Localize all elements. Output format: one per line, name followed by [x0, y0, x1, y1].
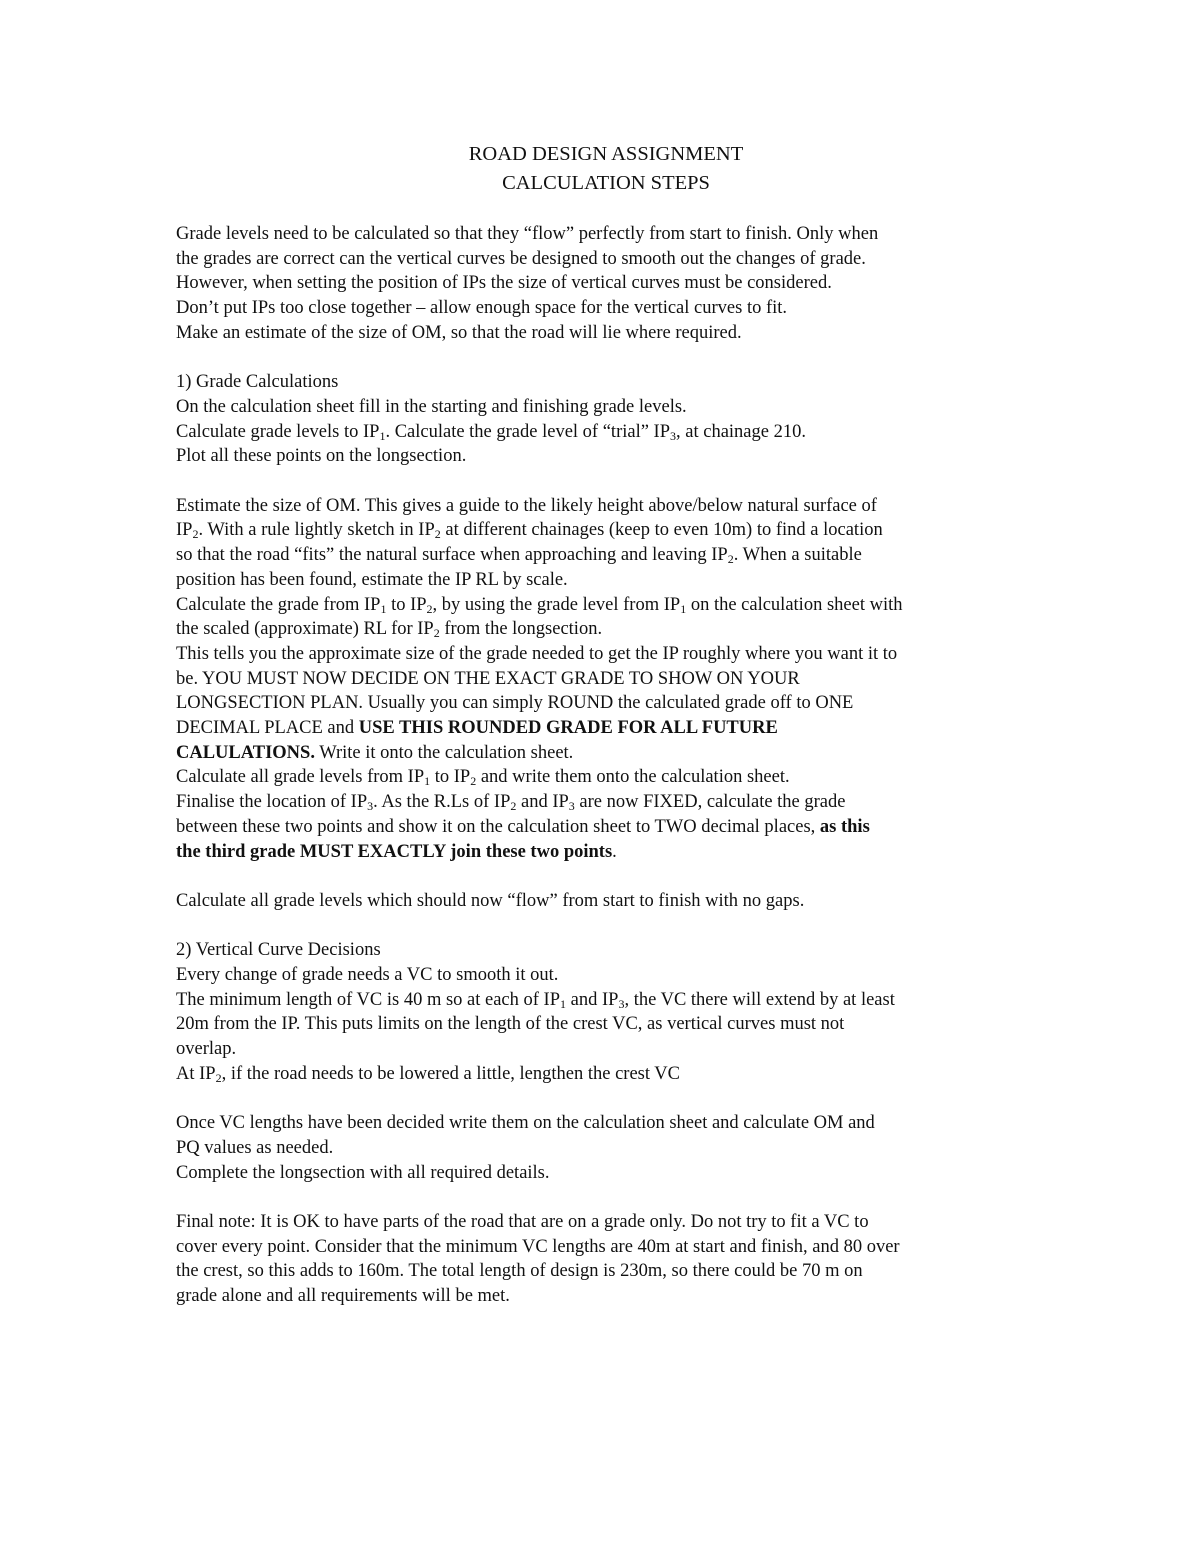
paragraph-line: the third grade MUST EXACTLY join these two points.: [176, 841, 617, 862]
intro-line: Make an estimate of the size of OM, so that the road will lie where required.: [176, 322, 742, 343]
vc-lengths-paragraph: [176, 1111, 1036, 1185]
section-vertical-curve-decisions: [176, 938, 1036, 1086]
section-heading: 2) Vertical Curve Decisions: [176, 940, 381, 961]
section-line: At $IP_2$, if the road needs to be lowered a little, lengthen the crest VC: [176, 1063, 680, 1085]
paragraph-line: PQ values as needed.: [176, 1137, 334, 1158]
emphasis-text: CALULATIONS.: [176, 742, 315, 763]
paragraph-line: cover every point. Consider that the minimum VC lengths are 40m at start and finish, and 80 over: [176, 1236, 900, 1257]
section-line: Every change of grade needs a VC to smooth it out.: [176, 965, 559, 986]
final-note-paragraph: [176, 1210, 1036, 1309]
title-line-2: CALCULATION STEPS: [502, 172, 710, 194]
paragraph-line: Once VC lengths have been decided write them on the calculation sheet and calculate OM and: [176, 1113, 875, 1134]
flow-paragraph: [176, 889, 1036, 914]
paragraph-line: the scaled (approximate) RL for $IP_2$ from the longsection.: [176, 619, 603, 641]
paragraph-line: so that the road “fits” the natural surface when approaching and leaving $IP_2$. When a suitable: [176, 545, 862, 567]
paragraph-line: between these two points and show it on the calculation sheet to TWO decimal places, as this: [176, 816, 870, 837]
document-body: [176, 222, 1036, 1309]
emphasis-text: the third grade MUST EXACTLY join these two points: [176, 841, 613, 862]
intro-paragraph: [176, 222, 1036, 346]
section-heading: 1) Grade Calculations: [176, 372, 339, 393]
paragraph-line: grade alone and all requirements will be met.: [176, 1286, 510, 1307]
paragraph-line: CALULATIONS. Write it onto the calculation sheet.: [176, 742, 574, 763]
paragraph-line: position has been found, estimate the IP RL by scale.: [176, 569, 568, 590]
paragraph-line: Finalise the location of $IP_3$. As the R.Ls of $IP_2$ and $IP_3$ are now FIXED, calculate the grade: [176, 792, 846, 814]
section-line: 20m from the IP. This puts limits on the length of the crest VC, as vertical curves must not: [176, 1014, 845, 1035]
emphasis-text: USE THIS ROUNDED GRADE FOR ALL FUTURE: [358, 718, 778, 739]
paragraph-line: Complete the longsection with all required details.: [176, 1162, 550, 1183]
paragraph-line: Calculate all grade levels from $IP_1$ to $IP_2$ and write them onto the calculation sheet.: [176, 767, 790, 789]
paragraph-line: This tells you the approximate size of the grade needed to get the IP roughly where you want it to: [176, 643, 898, 664]
paragraph-line: Final note: It is OK to have parts of the road that are on a grade only. Do not try to fit a VC to: [176, 1212, 869, 1233]
intro-line: Grade levels need to be calculated so that they “flow” perfectly from start to finish. Only when: [176, 224, 879, 244]
paragraph-line: LONGSECTION PLAN. Usually you can simply ROUND the calculated grade off to ONE: [176, 693, 854, 714]
intro-line: the grades are correct can the vertical curves be designed to smooth out the changes of grade.: [176, 248, 866, 269]
paragraph-line: the crest, so this adds to 160m. The total length of design is 230m, so there could be 70 m on: [176, 1261, 863, 1282]
section-line: Calculate grade levels to $IP_1$. Calculate the grade level of “trial” $IP_3$, at chainage 210.: [176, 421, 806, 443]
intro-line: However, when setting the position of IPs the size of vertical curves must be considered.: [176, 273, 832, 294]
paragraph-line: Calculate the grade from $IP_1$ to $IP_2$, by using the grade level from $IP_1$ on the calculation sheet with: [176, 594, 903, 616]
document-title: [176, 140, 1036, 198]
section-line: On the calculation sheet fill in the starting and finishing grade levels.: [176, 396, 687, 417]
intro-line: Don’t put IPs too close together – allow enough space for the vertical curves to fit.: [176, 298, 788, 319]
section-line: The minimum length of VC is 40 m so at each of $IP_1$ and $IP_3$, the VC there will extend by at least: [176, 989, 895, 1011]
paragraph-line: DECIMAL PLACE and USE THIS ROUNDED GRADE FOR ALL FUTURE: [176, 718, 778, 739]
title-line-1: ROAD DESIGN ASSIGNMENT: [468, 143, 744, 165]
om-estimate-paragraph: [176, 494, 1036, 865]
document-page: [176, 140, 1036, 1309]
section-line: Plot all these points on the longsection.: [176, 446, 467, 467]
section-grade-calculations: [176, 370, 1036, 469]
emphasis-text: as this: [819, 816, 870, 837]
paragraph-line: $IP_2$. With a rule lightly sketch in $IP_2$ at different chainages (keep to even 10m) to find a location: [176, 520, 883, 542]
paragraph-line: be. YOU MUST NOW DECIDE ON THE EXACT GRADE TO SHOW ON YOUR: [176, 668, 800, 689]
paragraph-line: Calculate all grade levels which should now “flow” from start to finish with no gaps.: [176, 890, 805, 911]
section-line: overlap.: [176, 1039, 237, 1060]
paragraph-line: Estimate the size of OM. This gives a guide to the likely height above/below natural surface of: [176, 495, 877, 516]
